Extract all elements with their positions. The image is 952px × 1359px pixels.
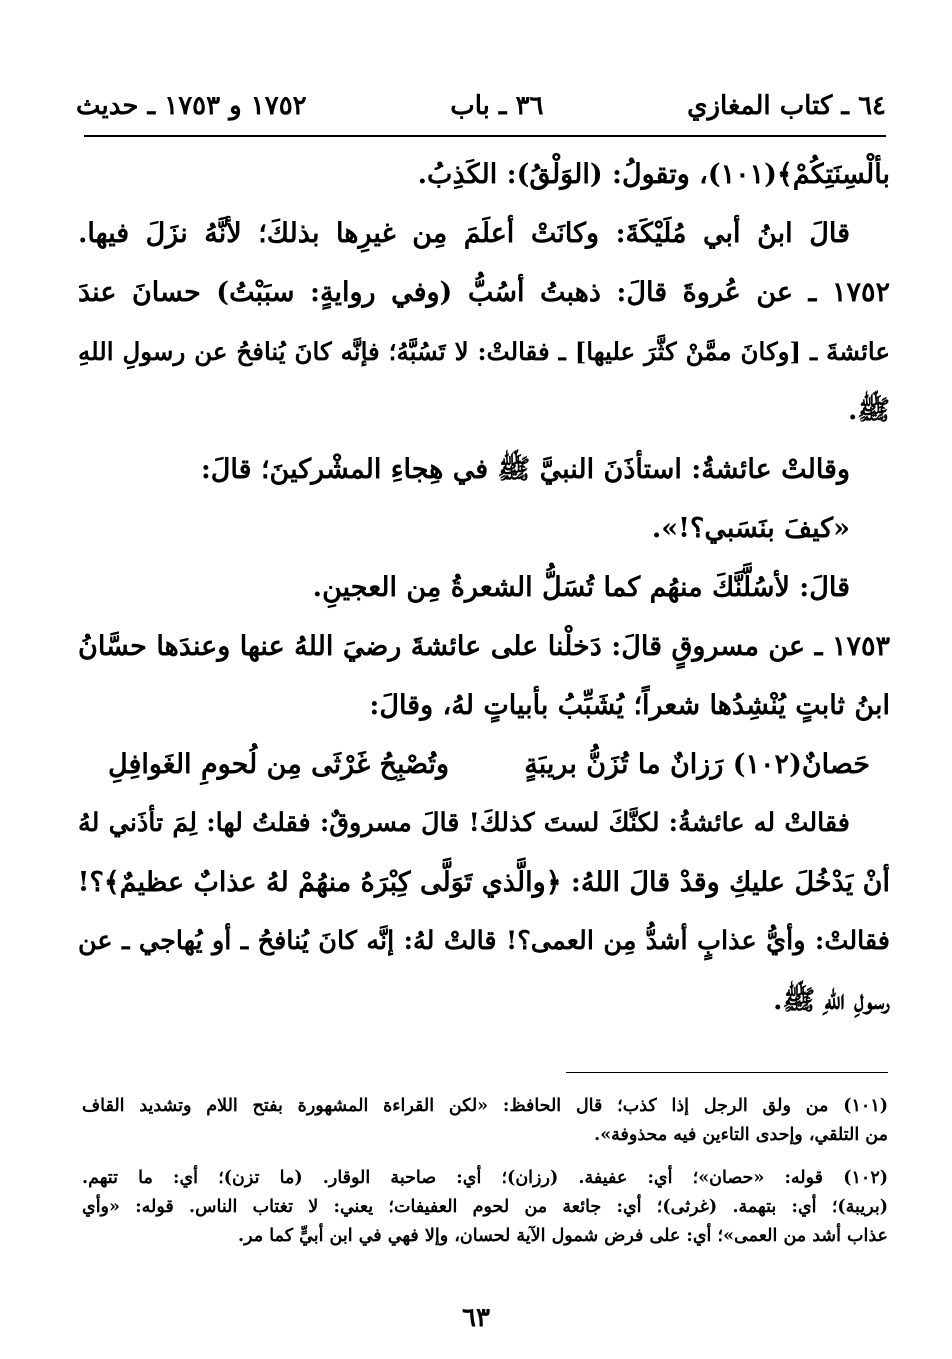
text-line: ﷺ. bbox=[847, 395, 890, 426]
footnote-102-line-1: (١٠٢) قوله: «حصان»؛ أي: عفيفة. (رزان)؛ أي: صاحبة الوقار. (ما تزن)؛ أي: ما تتهم. bbox=[82, 1168, 888, 1188]
footnote-102-line-2: (بريبة)؛ أي: بتهمة. (غرثى)؛ أي: جائعة من لحوم العفيفات؛ يعني: لا تغتاب الناس. قوله: «وأي bbox=[82, 1197, 888, 1217]
quote-line: «كيفَ بنَسَبي؟!». bbox=[651, 513, 850, 544]
poem-hemistich-2: وتُصْبِحُ غَرْثَى مِن لُحومِ الغَوافِلِ bbox=[108, 749, 450, 780]
header-book-title: ٦٤ ـ كتاب المغازي bbox=[687, 91, 886, 121]
poem-verse bbox=[78, 735, 890, 794]
header-hadith-range: ١٧٥٢ و ١٧٥٣ ـ حديث bbox=[76, 91, 307, 121]
text-line: قالَ ابنُ أبي مُلَيْكَةَ: وكانَتْ أعلَمَ مِن غيرِها بذلكَ؛ لأنَّهُ نزَلَ فيها. bbox=[78, 218, 850, 249]
hadith-1752-line: ١٧٥٢ ـ عن عُروةَ قالَ: ذهبتُ أسُبُّ (وفي روايةٍ: سبَبْتُ) حسانَ عندَ bbox=[78, 277, 890, 308]
footnote-divider bbox=[566, 1072, 888, 1073]
text-line: رسولِ اللهِ ﷺ. bbox=[773, 985, 890, 1016]
text-line: فقالتْ: وأيُّ عذابٍ أشدُّ مِن العمى؟! قالتْ لهُ: إنَّه كانَ يُنافحُ ـ أو يُهاجي ـ عن bbox=[78, 926, 890, 956]
poem-hemistich-1: حَصانٌ(١٠٢) رَزانٌ ما تُزَنُّ بريبَةٍ bbox=[524, 749, 870, 780]
header-divider bbox=[84, 135, 886, 137]
text-line: فقالتْ له عائشةُ: لكنَّكَ لستَ كذلكَ! قالَ مسروقٌ: فقلتُ لها: لِمَ تأذَني لهُ bbox=[78, 808, 850, 838]
footnotes bbox=[82, 1092, 888, 1251]
text-line: عائشةَ ـ [وكانَ ممَّنْ كثَّرَ عليها] ـ فقالتْ: لا تَسُبَّهُ؛ فإنَّه كانَ يُنافحُ عن رسولِ اللهِ bbox=[78, 337, 890, 366]
text-line: وقالتْ عائشةُ: استأذَنَ النبيَّ ﷺ في هِجاءِ المشْركينَ؛ قالَ: bbox=[200, 454, 850, 485]
text-line: أنْ يَدْخُلَ عليكِ وقدْ قالَ اللهُ: ﴿والَّذي تَوَلَّى كِبْرَهُ منهُمْ لهُ عذابٌ عظيمٌ﴾؟! bbox=[77, 867, 890, 898]
footnote-101-line-2: من التلقي، وإحدى التاءين فيه محذوفة». bbox=[594, 1125, 888, 1145]
footnote-101-line-1: (١٠١) من ولق الرجل إذا كذب؛ قال الحافظ: «لكن القراءة المشهورة بفتح اللام وتشديد القاف bbox=[82, 1096, 888, 1116]
text-line: قالَ: لأسُلَّنَّكَ منهُم كما تُسَلُّ الشعرةُ مِن العجينِ. bbox=[312, 572, 850, 603]
text-line: ابنُ ثابتٍ يُنْشِدُها شعراً؛ يُشَبِّبُ بأبياتٍ لهُ، وقالَ: bbox=[369, 690, 890, 721]
header-chapter: ٣٦ ـ باب bbox=[450, 91, 544, 121]
main-text bbox=[78, 145, 890, 1030]
hadith-1753-line: ١٧٥٣ ـ عن مسروقٍ قالَ: دَخلْنا على عائشةَ رضيَ اللهُ عنها وعندَها حسَّانُ bbox=[78, 631, 890, 662]
page-number: ٦٣ bbox=[462, 1303, 490, 1333]
footnote-102-line-3: عذاب أشد من العمى»؛ أي: على فرض شمول الآية لحسان، وإلا فهي في ابن أبيٍّ كما مر. bbox=[238, 1226, 888, 1246]
running-header bbox=[76, 88, 886, 124]
text-line: بألْسِنَتِكُمْ﴾(١٠١)، وتقولُ: (الوَلْقُ): الكَذِبُ. bbox=[417, 159, 890, 190]
